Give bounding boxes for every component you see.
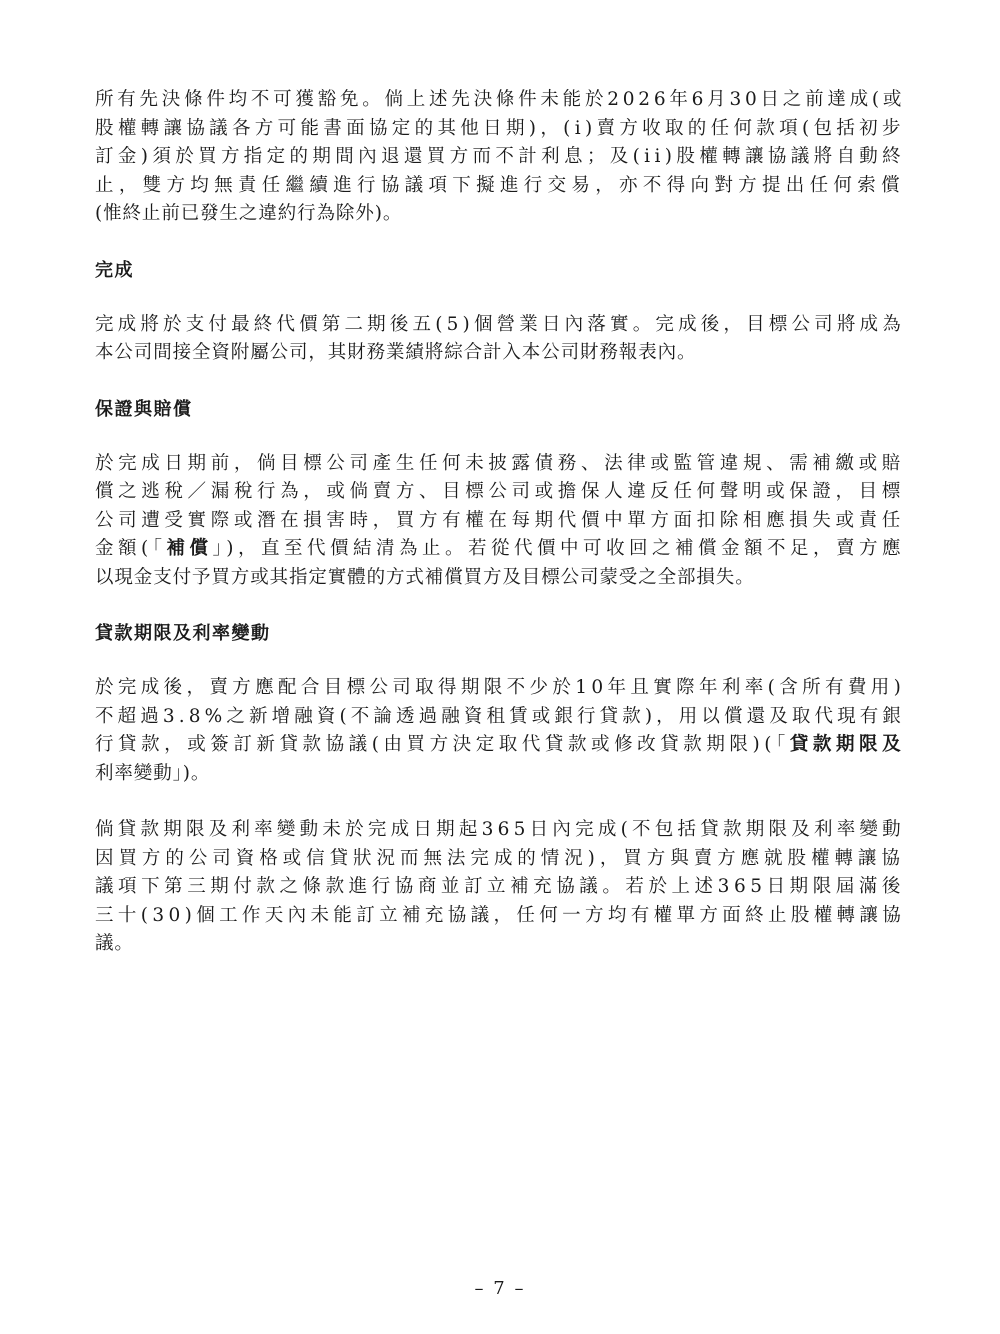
- text-line: 利率變動」)。: [95, 762, 211, 784]
- text-line: 償之逃稅／漏稅行為，或倘賣方、目標公司或擔保人違反任何聲明或保證，目標: [95, 481, 905, 502]
- text-line: 不超過3.8%之新增融資(不論透過融資租賃或銀行貸款)，用以償還及取代現有銀: [95, 705, 905, 727]
- paragraph-conditions-precedent: [95, 86, 905, 229]
- section-heading-loan-term-rate-change: 貸款期限及利率變動: [95, 623, 271, 644]
- text-line: 於完成日期前，倘目標公司產生任何未披露債務、法律或監管違規、需補繳或賠: [95, 452, 905, 474]
- paragraph-loan-refinancing: [95, 674, 905, 788]
- text-line: 完成將於支付最終代價第二期後五(5)個營業日內落實。完成後，目標公司將成為: [95, 313, 905, 335]
- text-line: 金額(「補償」)，直至代價結清為止。若從代價中可收回之補償金額不足，賣方應: [95, 538, 905, 559]
- page-number: – 7 –: [474, 1278, 526, 1299]
- text-line: 三十(30)個工作天內未能訂立補充協議，任何一方均有權單方面終止股權轉讓協: [95, 904, 906, 926]
- text-line: 於完成後，賣方應配合目標公司取得期限不少於10年且實際年利率(含所有費用): [95, 677, 906, 698]
- text-line: (惟終止前已發生之違約行為除外)。: [95, 203, 403, 224]
- text-line: 議項下第三期付款之條款進行協商並訂立補充協議。若於上述365日期限屆滿後: [95, 876, 905, 897]
- text-line: 公司遭受實際或潛在損害時，買方有權在每期代價中單方面扣除相應損失或責任: [95, 509, 905, 531]
- defined-term: 貸款期限及: [789, 734, 906, 755]
- paragraph-supplementary-agreement: [95, 816, 905, 959]
- section-heading-warranty-indemnity: 保證與賠償: [95, 398, 193, 420]
- text-line: 止，雙方均無責任繼續進行協議項下擬進行交易，亦不得向對方提出任何索償: [95, 174, 905, 196]
- text-line: 行貸款，或簽訂新貸款協議(由買方決定取代貸款或修改貸款期限)(「貸款期限及: [95, 734, 906, 755]
- text-line: 股權轉讓協議各方可能書面協定的其他日期)，(i)賣方收取的任何款項(包括初步: [95, 117, 905, 139]
- text-line: 以現金支付予買方或其指定實體的方式補償買方及目標公司蒙受之全部損失。: [95, 566, 755, 588]
- paragraph-completion: [95, 311, 905, 368]
- text-line: 議。: [95, 933, 134, 954]
- text-line: 所有先決條件均不可獲豁免。倘上述先決條件未能於2026年6月30日之前達成(或: [95, 89, 906, 110]
- text-line: 本公司間接全資附屬公司，其財務業績將綜合計入本公司財務報表內。: [95, 342, 697, 363]
- text-line: 因買方的公司資格或信貸狀況而無法完成的情況)，買方與賣方應就股權轉讓協: [95, 847, 905, 869]
- defined-term: 補償: [166, 538, 213, 559]
- text-line: 倘貸款期限及利率變動未於完成日期起365日內完成(不包括貸款期限及利率變動: [95, 819, 905, 840]
- section-heading-completion: 完成: [95, 259, 134, 281]
- text-line: 訂金)須於買方指定的期間內退還買方而不計利息；及(ii)股權轉讓協議將自動終: [95, 146, 906, 167]
- paragraph-warranty-indemnity: [95, 450, 905, 593]
- document-body: [95, 86, 905, 959]
